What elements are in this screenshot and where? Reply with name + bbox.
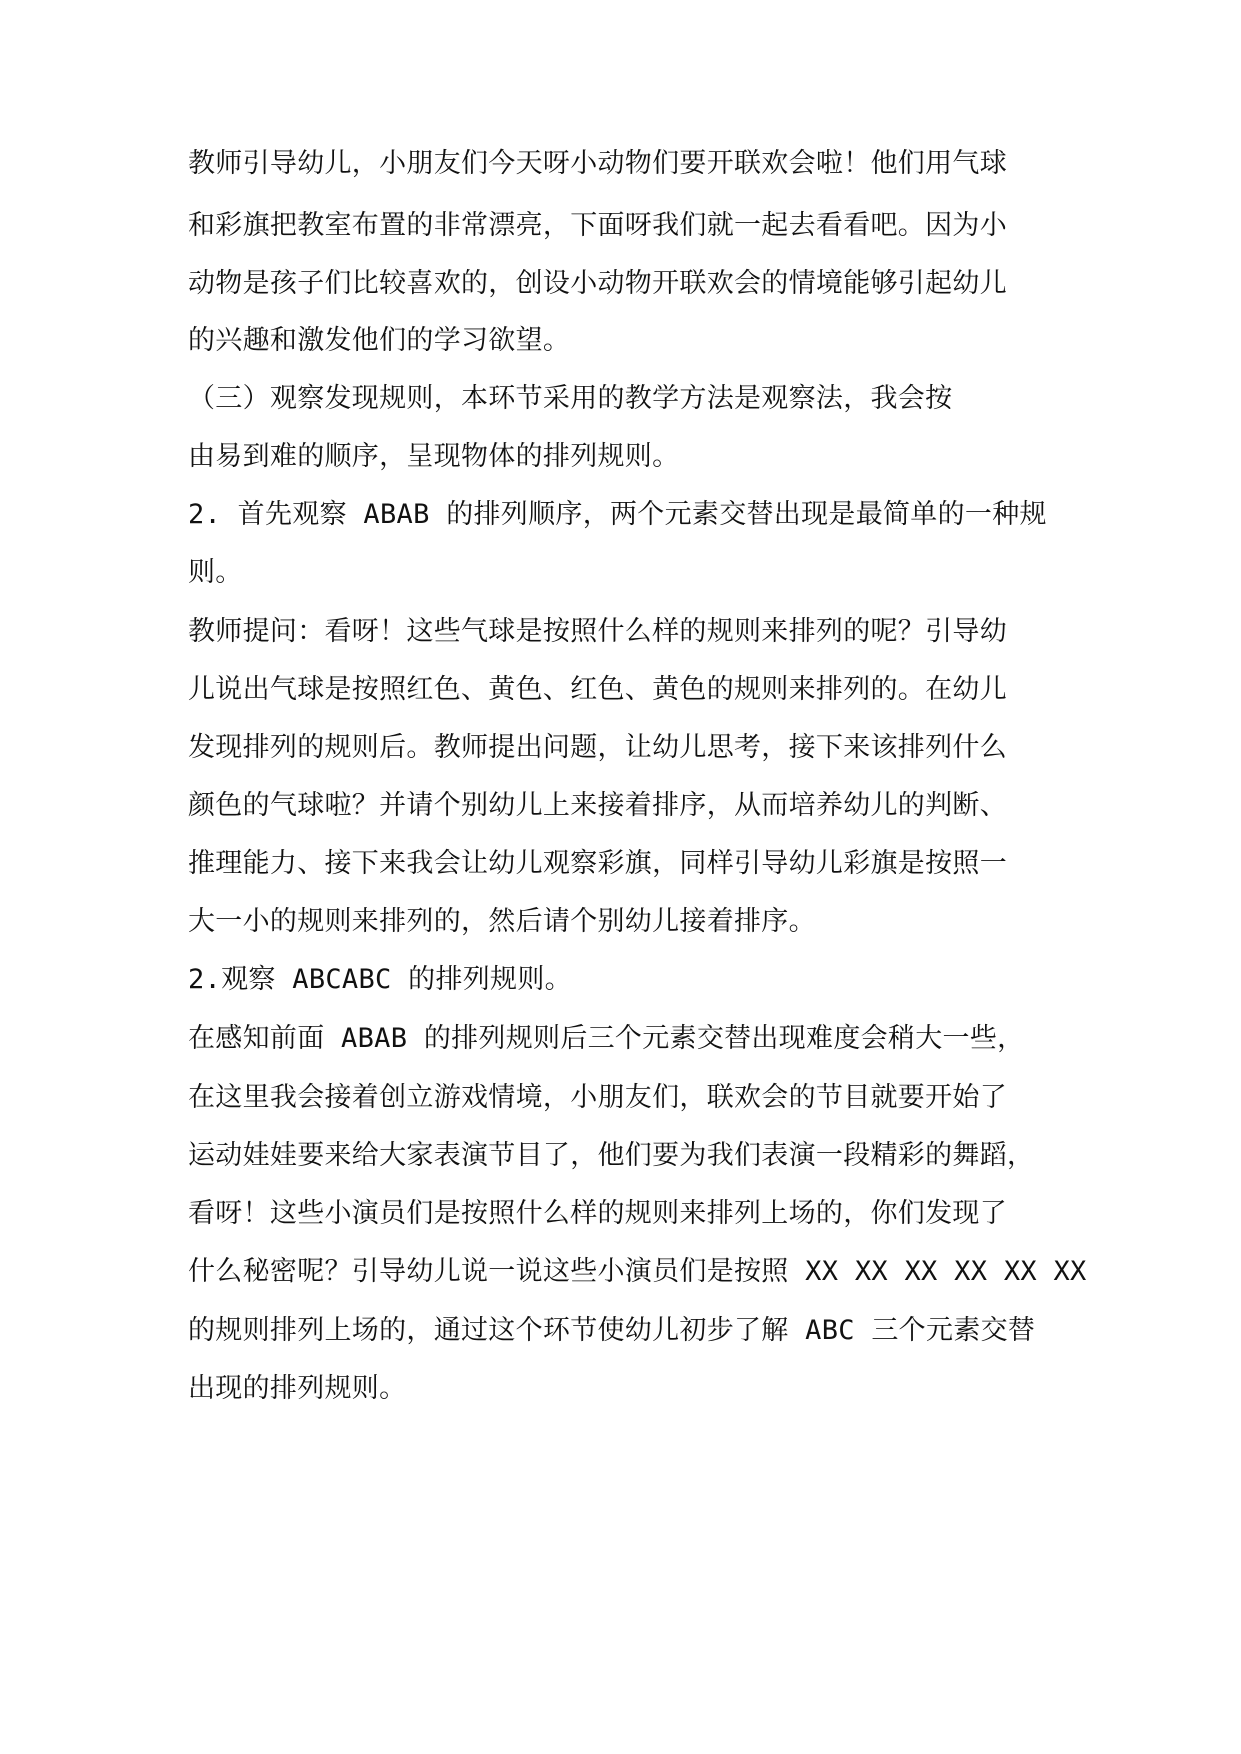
- text-line: 教师引导幼儿，小朋友们今天呀小动物们要开联欢会啦！他们用气球: [188, 148, 1007, 179]
- text-line: 则。: [188, 557, 243, 588]
- text-line: 运动娃娃要来给大家表演节目了，他们要为我们表演一段精彩的舞蹈，: [188, 1140, 1035, 1171]
- text-line: 动物是孩子们比较喜欢的，创设小动物开联欢会的情境能够引起幼儿: [188, 268, 1007, 299]
- text-line: 在这里我会接着创立游戏情境，小朋友们，联欢会的节目就要开始了: [188, 1082, 1007, 1113]
- text-line: 教师提问：看呀！这些气球是按照什么样的规则来排列的呢？引导幼: [188, 616, 1007, 647]
- text-line: 在感知前面 ABAB 的排列规则后三个元素交替出现难度会稍大一些，: [188, 1023, 1025, 1054]
- text-line: 和彩旗把教室布置的非常漂亮，下面呀我们就一起去看看吧。因为小: [188, 210, 1007, 241]
- text-line: 儿说出气球是按照红色、黄色、红色、黄色的规则来排列的。在幼儿: [188, 674, 1007, 705]
- text-line: 看呀！这些小演员们是按照什么样的规则来排列上场的，你们发现了: [188, 1198, 1007, 1229]
- text-line: 的兴趣和激发他们的学习欲望。: [188, 325, 571, 356]
- text-line: 发现排列的规则后。教师提出问题，让幼儿思考，接下来该排列什么: [188, 732, 1007, 763]
- text-line: 由易到难的顺序，呈现物体的排列规则。: [188, 441, 680, 472]
- text-line: （三）观察发现规则，本环节采用的教学方法是观察法，我会按: [188, 383, 953, 414]
- text-line: 2. 首先观察 ABAB 的排列顺序，两个元素交替出现是最简单的一种规: [188, 499, 1047, 530]
- text-line: 的规则排列上场的，通过这个环节使幼儿初步了解 ABC 三个元素交替: [188, 1315, 1036, 1346]
- text-line: 推理能力、接下来我会让幼儿观察彩旗，同样引导幼儿彩旗是按照一: [188, 848, 1007, 879]
- text-line: 大一小的规则来排列的，然后请个别幼儿接着排序。: [188, 906, 816, 937]
- text-line: 什么秘密呢？引导幼儿说一说这些小演员们是按照 XX XX XX XX XX XX: [188, 1256, 1087, 1287]
- text-line: 出现的排列规则。: [188, 1373, 407, 1404]
- text-line: 颜色的气球啦？并请个别幼儿上来接着排序，从而培养幼儿的判断、: [188, 790, 1007, 821]
- text-line: 2.观察 ABCABC 的排列规则。: [188, 964, 572, 995]
